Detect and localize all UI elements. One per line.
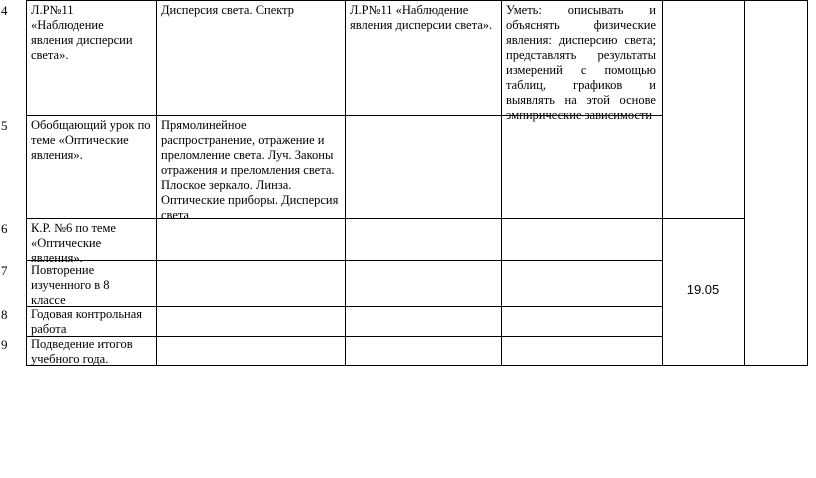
skills-line: объяснять физические — [506, 18, 656, 32]
table-border-right — [807, 0, 808, 366]
lesson-topic: Обобщающий урок по теме «Оптические явления». — [31, 118, 151, 162]
skills-line: Уметь: описывать и — [506, 3, 656, 17]
lesson-content: Дисперсия света. Спектр — [161, 3, 295, 17]
column-divider — [156, 0, 157, 366]
column-divider — [662, 0, 663, 366]
lesson-topic: Повторение изученного в 8 классе — [31, 263, 110, 307]
skills-line: выявлять на этой основе — [506, 93, 656, 107]
row-number: 4 — [1, 3, 8, 18]
lesson-date: 19.05 — [686, 282, 720, 297]
lesson-content: Прямолинейное распространение, отражение и преломление света. Луч. Законы отражения и преломления света. Плоское зеркало. Линза. Оптические приборы. Дисперсия света — [161, 118, 339, 222]
lesson-topic: Подведение итогов учебного года. — [31, 337, 133, 366]
row-number: 9 — [1, 337, 8, 352]
lesson-topic: Годовая контрольная работа — [31, 307, 143, 336]
row-number: 8 — [1, 307, 8, 322]
skills-line: явления: дисперсию света; — [506, 33, 656, 47]
column-divider — [501, 0, 502, 366]
column-divider — [345, 0, 346, 366]
column-divider — [26, 0, 27, 366]
table-border-top — [26, 0, 808, 1]
skills-line: эмпирические зависимости — [506, 108, 653, 122]
skills-line: представлять результаты — [506, 48, 656, 62]
practical-work: Л.Р№11 «Наблюдение явления дисперсии света». — [350, 3, 493, 32]
row-divider — [26, 218, 744, 219]
row-number: 6 — [1, 221, 8, 236]
required-skills — [506, 3, 656, 123]
row-number: 5 — [1, 118, 8, 133]
skills-line: таблиц, графиков и — [506, 78, 656, 92]
lesson-topic: Л.Р№11 «Наблюдение явления дисперсии света». — [31, 3, 133, 62]
lesson-topic: К.Р. №6 по теме «Оптические явления». — [31, 221, 116, 265]
skills-line: измерений с помощью — [506, 63, 656, 77]
column-divider — [744, 0, 745, 366]
row-number: 7 — [1, 263, 8, 278]
